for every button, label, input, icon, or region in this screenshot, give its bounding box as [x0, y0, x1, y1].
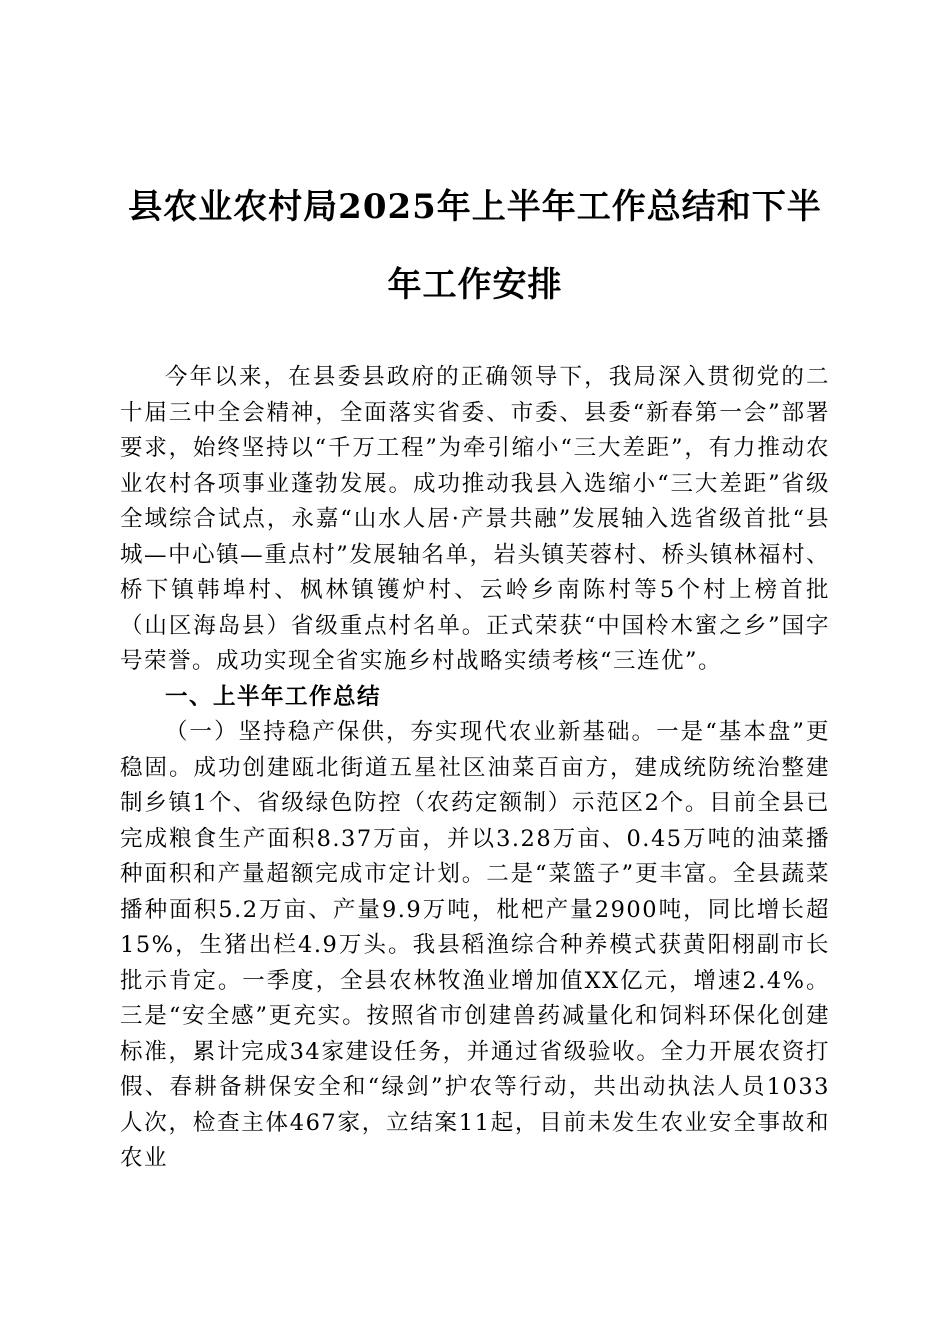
document-title: 县农业农村局2025年上半年工作总结和下半年工作安排	[128, 187, 822, 305]
intro-paragraph: 今年以来，在县委县政府的正确领导下，我局深入贯彻党的二十届三中全会精神，全面落实省委、市委、县委“新春第一会”部署要求，始终坚持以“千万工程”为牵引缩小“三大差距”，有力推动农业农村各项事业蓬勃发展。成功推动我县入选缩小“三大差距”省级全域综合试点，永嘉“山水人居·产景共融”发展轴入选省级首批“县城—中心镇—重点村”发展轴名单，岩头镇芙蓉村、桥头镇林福村、桥下镇韩埠村、枫林镇镬炉村、云岭乡南陈村等5个村上榜首批（山区海岛县）省级重点村名单。正式荣获“中国柃木蜜之乡”国字号荣誉。成功实现全省实施乡村战略实绩考核“三连优”。	[120, 364, 830, 674]
section-heading: 一、上半年工作总结	[165, 683, 382, 710]
section-paragraph: （一）坚持稳产保供，夯实现代农业新基础。一是“基本盘”更稳固。成功创建瓯北街道五星社区油菜百亩方，建成统防统治整建制乡镇1个、省级绿色防控（农药定额制）示范区2个。目前全县已完成粮食生产面积8.37万亩，并以3.28万亩、0.45万吨的油菜播种面积和产量超额完成市定计划。二是“菜篮子”更丰富。全县蔬菜播种面积5.2万亩、产量9.9万吨，枇杷产量2900吨，同比增长超15%，生猪出栏4.9万头。我县稻渔综合种养模式获黄阳栩副市长批示肯定。一季度，全县农林牧渔业增加值XX亿元，增速2.4%。三是“安全感”更充实。按照省市创建兽药减量化和饲料环保化创建标准，累计完成34家建设任务，并通过省级验收。全力开展农资打假、春耕备耕保安全和“绿剑”护农等行动，共出动执法人员1033人次，检查主体467家，立结案11起，目前未发生农业安全事故和农业	[120, 719, 830, 1171]
document-body	[120, 360, 830, 1177]
